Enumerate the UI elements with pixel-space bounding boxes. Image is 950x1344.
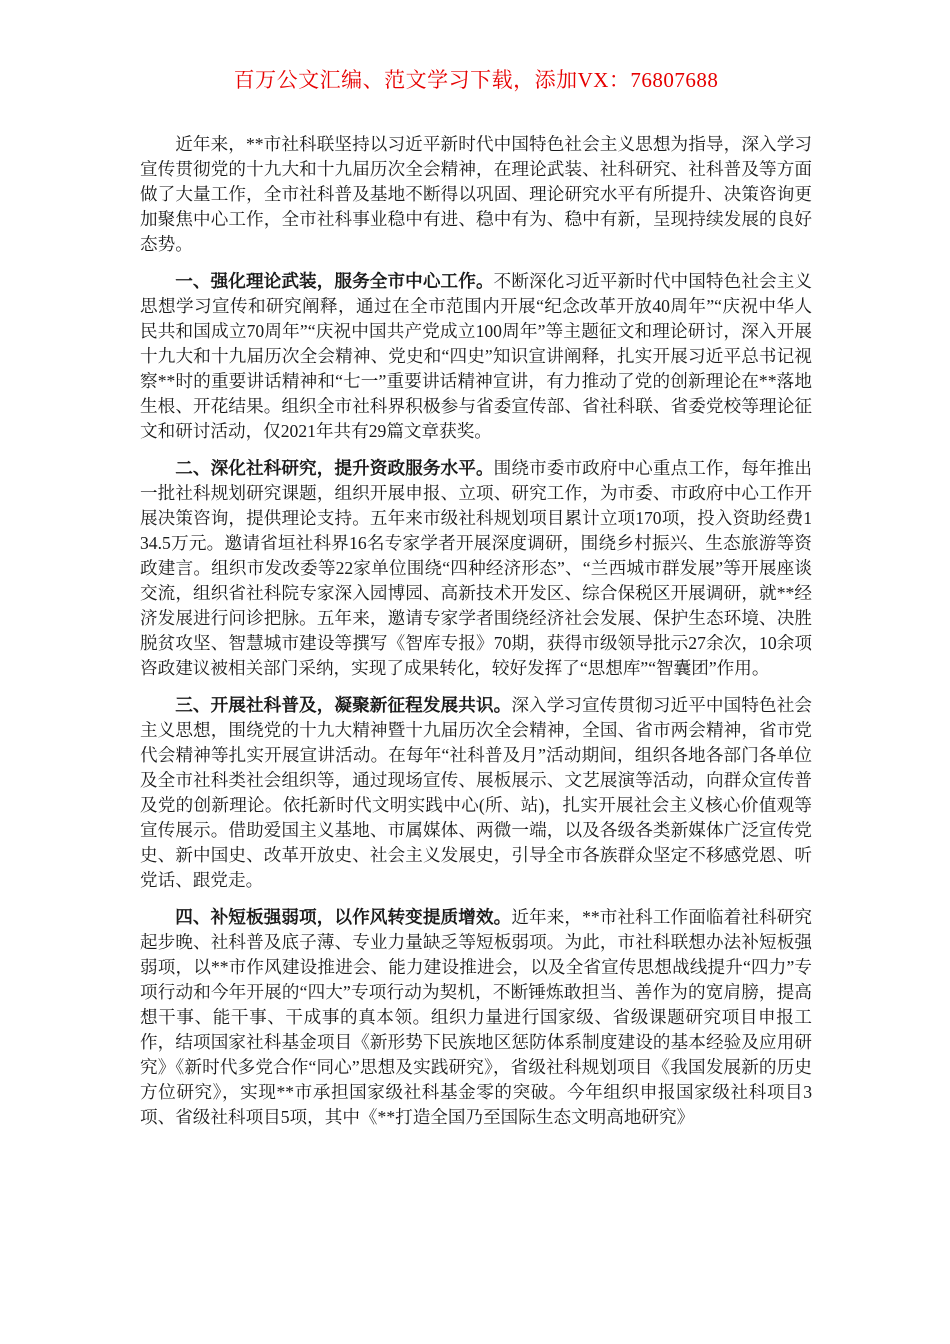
paragraph-section-1 — [140, 269, 812, 444]
paragraph-intro — [140, 132, 812, 257]
paragraph-section-3 — [140, 693, 812, 893]
paragraph-text: 围绕市委市政府中心重点工作，每年推出一批社科规划研究课题，组织开展申报、立项、研究工作，为市委、市政府中心工作开展决策咨询，提供理论支持。五年来市级社科规划项目累计立项170项，投入资助经费134.5万元。邀请省垣社科界16名专家学者开展深度调研，围绕乡村振兴、生态旅游等资政建言。组织市发改委等22家单位围绕“四种经济形态”、“兰西城市群发展”等开展座谈交流，组织省社科院专家深入园博园、高新技术开发区、综合保税区开展调研，就**经济发展进行问诊把脉。五年来，邀请专家学者围绕经济社会发展、保护生态环境、决胜脱贫攻坚、智慧城市建设等撰写《智库专报》70期，获得市级领导批示27余次，10余项咨政建议被相关部门采纳，实现了成果转化，较好发挥了“思想库”“智囊团”作用。 — [140, 458, 812, 678]
paragraph-text: 近年来，**市社科工作面临着社科研究起步晚、社科普及底子薄、专业力量缺乏等短板弱项。为此，市社科联想办法补短板强弱项，以**市作风建设推进会、能力建设推进会，以及全省宣传思想战线提升“四力”专项行动和今年开展的“四大”专项行动为契机，不断锤炼敢担当、善作为的宽肩膀，提高想干事、能干事、干成事的真本领。组织力量进行国家级、省级课题研究项目申报工作，结项国家社科基金项目《新形势下民族地区惩防体系制度建设的基本经验及应用研究》《新时代多党合作“同心”思想及实践研究》，省级社科规划项目《我国发展新的历史方位研究》，实现**市承担国家级社科基金零的突破。今年组织申报国家级社科项目3项、省级社科项目5项，其中《**打造全国乃至国际生态文明高地研究》 — [140, 907, 812, 1127]
paragraph-text: 深入学习宣传贯彻习近平中国特色社会主义思想，围绕党的十九大精神暨十九届历次全会精神，全国、省市两会精神，省市党代会精神等扎实开展宣讲活动。在每年“社科普及月”活动期间，组织各地各部门各单位及全市社科类社会组织等，通过现场宣传、展板展示、文艺展演等活动，向群众宣传普及党的创新理论。依托新时代文明实践中心(所、站)，扎实开展社会主义核心价值观等宣传展示。借助爱国主义基地、市属媒体、两微一端，以及各级各类新媒体广泛宣传党史、新中国史、改革开放史、社会主义发展史，引导全市各族群众坚定不移感党恩、听党话、跟党走。 — [140, 695, 812, 890]
section-heading: 三、开展社科普及，凝聚新征程发展共识。 — [175, 695, 512, 715]
paragraph-text: 近年来，**市社科联坚持以习近平新时代中国特色社会主义思想为指导，深入学习宣传贯彻党的十九大和十九届历次全会精神，在理论武装、社科研究、社科普及等方面做了大量工作，全市社科普及基地不断得以巩固、理论研究水平有所提升、决策咨询更加聚焦中心工作，全市社科事业稳中有进、稳中有为、稳中有新，呈现持续发展的良好态势。 — [140, 134, 812, 254]
paragraph-section-2 — [140, 456, 812, 681]
section-heading: 二、深化社科研究，提升资政服务水平。 — [175, 458, 494, 478]
document-body — [140, 132, 812, 1130]
section-heading: 四、补短板强弱项，以作风转变提质增效。 — [175, 907, 512, 927]
document-header-watermark: 百万公文汇编、范文学习下载，添加VX：76807688 — [233, 68, 719, 92]
paragraph-section-4 — [140, 905, 812, 1130]
section-heading: 一、强化理论武装，服务全市中心工作。 — [175, 271, 494, 291]
paragraph-text: 不断深化习近平新时代中国特色社会主义思想学习宣传和研究阐释，通过在全市范围内开展“纪念改革开放40周年”“庆祝中华人民共和国成立70周年”“庆祝中国共产党成立100周年”等主题征文和理论研讨，深入开展十九大和十九届历次全会精神、党史和“四史”知识宣讲阐释，扎实开展习近平总书记视察**时的重要讲话精神和“七一”重要讲话精神宣讲，有力推动了党的创新理论在**落地生根、开花结果。组织全市社科界积极参与省委宣传部、省社科联、省委党校等理论征文和研讨活动，仅2021年共有29篇文章获奖。 — [140, 271, 812, 441]
